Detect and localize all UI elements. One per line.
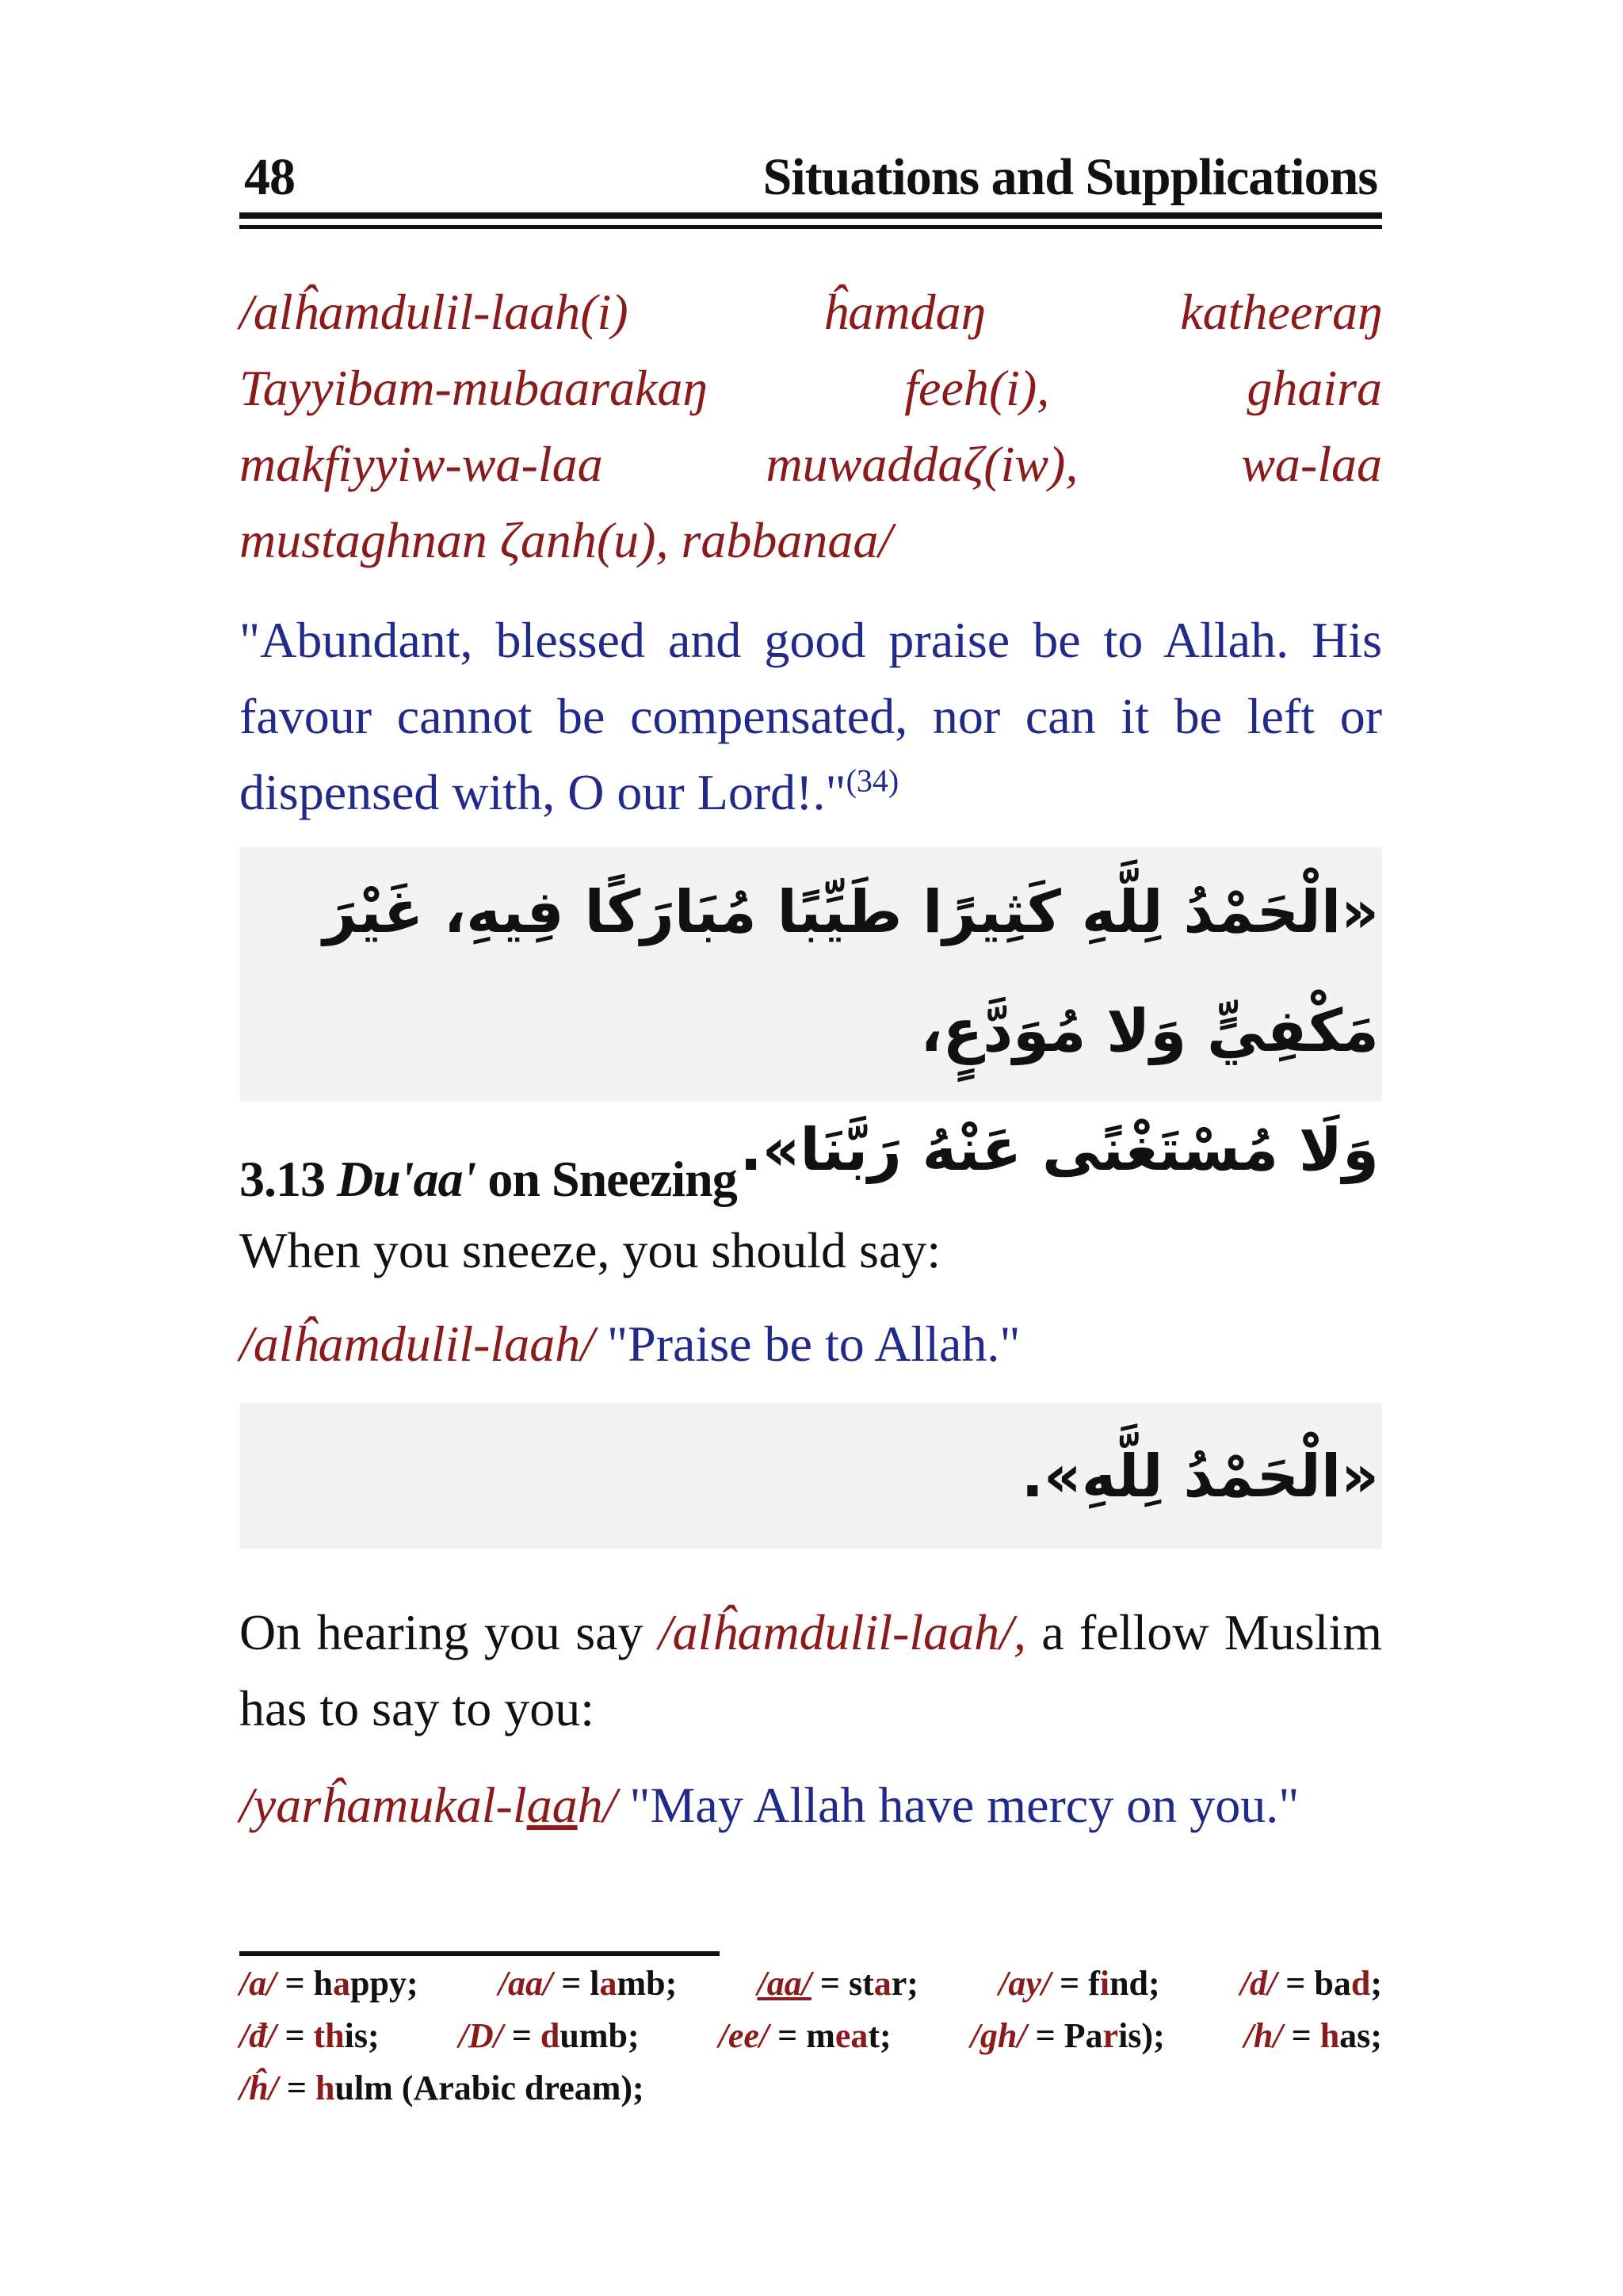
book-page	[239, 0, 1382, 2296]
footnote-line-1	[239, 1958, 1382, 2010]
response-transliteration: /alĥamdulil-laah/,	[658, 1604, 1026, 1660]
reply-translit-underlined: aa	[526, 1777, 578, 1833]
key-entry: /a/ = happy;	[239, 1964, 418, 2003]
key-entry: /aa/ = lamb;	[498, 1964, 678, 2003]
sneeze-arabic: «الْحَمْدُ لِلَّهِ».	[1021, 1442, 1379, 1511]
translit-word: muwaddaζ(iw),	[766, 436, 1079, 492]
footnote-line-2	[239, 2010, 1382, 2062]
page-number: 48	[244, 148, 295, 206]
reply-translation: "May Allah have mercy on you."	[629, 1777, 1300, 1833]
section-title: on Sneezing	[487, 1151, 737, 1207]
footnote-line-3	[239, 2062, 1382, 2115]
key-entry: /gh/ = Paris);	[970, 2016, 1165, 2055]
header-rule-thin	[239, 225, 1382, 229]
reply-dua	[239, 1767, 1382, 1843]
page-header	[239, 147, 1382, 211]
translit-word: wa-laa	[1241, 436, 1382, 492]
pronunciation-key	[239, 1958, 1382, 2115]
translit-line-2	[239, 350, 1382, 426]
arabic-line-1: «الْحَمْدُ لِلَّهِ كَثِيرًا طَيِّبًا مُبَارَكًا فِيهِ، غَيْرَ مَكْفِيٍّ وَلا مُوَدَّعٍ،	[323, 878, 1379, 1065]
section-number: 3.13	[239, 1151, 325, 1207]
translit-line-3	[239, 426, 1382, 502]
translit-word: Tayyibam-mubaarakaŋ	[239, 360, 708, 416]
footnote-rule	[239, 1951, 720, 1956]
key-entry: /ee/ = meat;	[718, 2016, 892, 2055]
running-title: Situations and Supplications	[762, 148, 1377, 206]
key-entry: /h/ = has;	[1243, 2016, 1382, 2055]
translit-word: makfiyyiw-wa-laa	[239, 436, 603, 492]
response-text-after: a fellow Muslim has to say to you:	[239, 1604, 1383, 1736]
translit-word: katheeraŋ	[1180, 284, 1382, 340]
header-rule-thick	[239, 212, 1382, 219]
translit-line-4: mustaghnan ζanh(u), rabbanaa/	[239, 512, 893, 568]
response-paragraph	[239, 1595, 1382, 1747]
translit-word: ĥamdaŋ	[823, 284, 986, 340]
dua-translation	[239, 602, 1382, 831]
key-entry: /đ/ = this;	[239, 2016, 380, 2055]
response-text-before: On hearing you say	[239, 1604, 643, 1660]
key-entry: /D/ = dumb;	[458, 2016, 640, 2055]
key-entry: /ĥ/ = hulm (Arabic dream);	[239, 2069, 644, 2107]
arabic-line-2: وَلَا مُسْتَغْنًى عَنْهُ رَبَّنَا».	[739, 1116, 1379, 1184]
arabic-text-panel-2	[239, 1403, 1382, 1549]
key-entry: /d/ = bad;	[1239, 1964, 1382, 2003]
sneeze-dua	[239, 1306, 1382, 1382]
reply-translit-part: h/	[577, 1777, 617, 1833]
translit-word: ghaira	[1247, 360, 1382, 416]
section-intro: When you sneeze, you should say:	[239, 1222, 941, 1278]
translit-word: feeh(i),	[904, 360, 1050, 416]
key-entry: /aa/ = star;	[757, 1964, 918, 2003]
section-heading	[239, 1141, 1382, 1217]
sneeze-translation: "Praise be to Allah."	[607, 1316, 1021, 1372]
translit-word: /alĥamdulil-laah(i)	[239, 284, 628, 340]
translit-line-1	[239, 274, 1382, 350]
footnote-reference: (34)	[846, 762, 899, 799]
section-title-italic: Du'aa'	[337, 1151, 476, 1207]
dua-translation-text: "Abundant, blessed and good praise be to Allah. His favour cannot be compensated, nor can it be left or dispensed with, O our Lord!."	[239, 612, 1382, 820]
key-entry: /ay/ = find;	[999, 1964, 1160, 2003]
dua-transliteration	[239, 274, 1382, 579]
reply-transliteration	[239, 1777, 617, 1833]
sneeze-transliteration: /alĥamdulil-laah/	[239, 1316, 594, 1372]
reply-translit-part: /yarĥamukal-l	[239, 1777, 527, 1833]
